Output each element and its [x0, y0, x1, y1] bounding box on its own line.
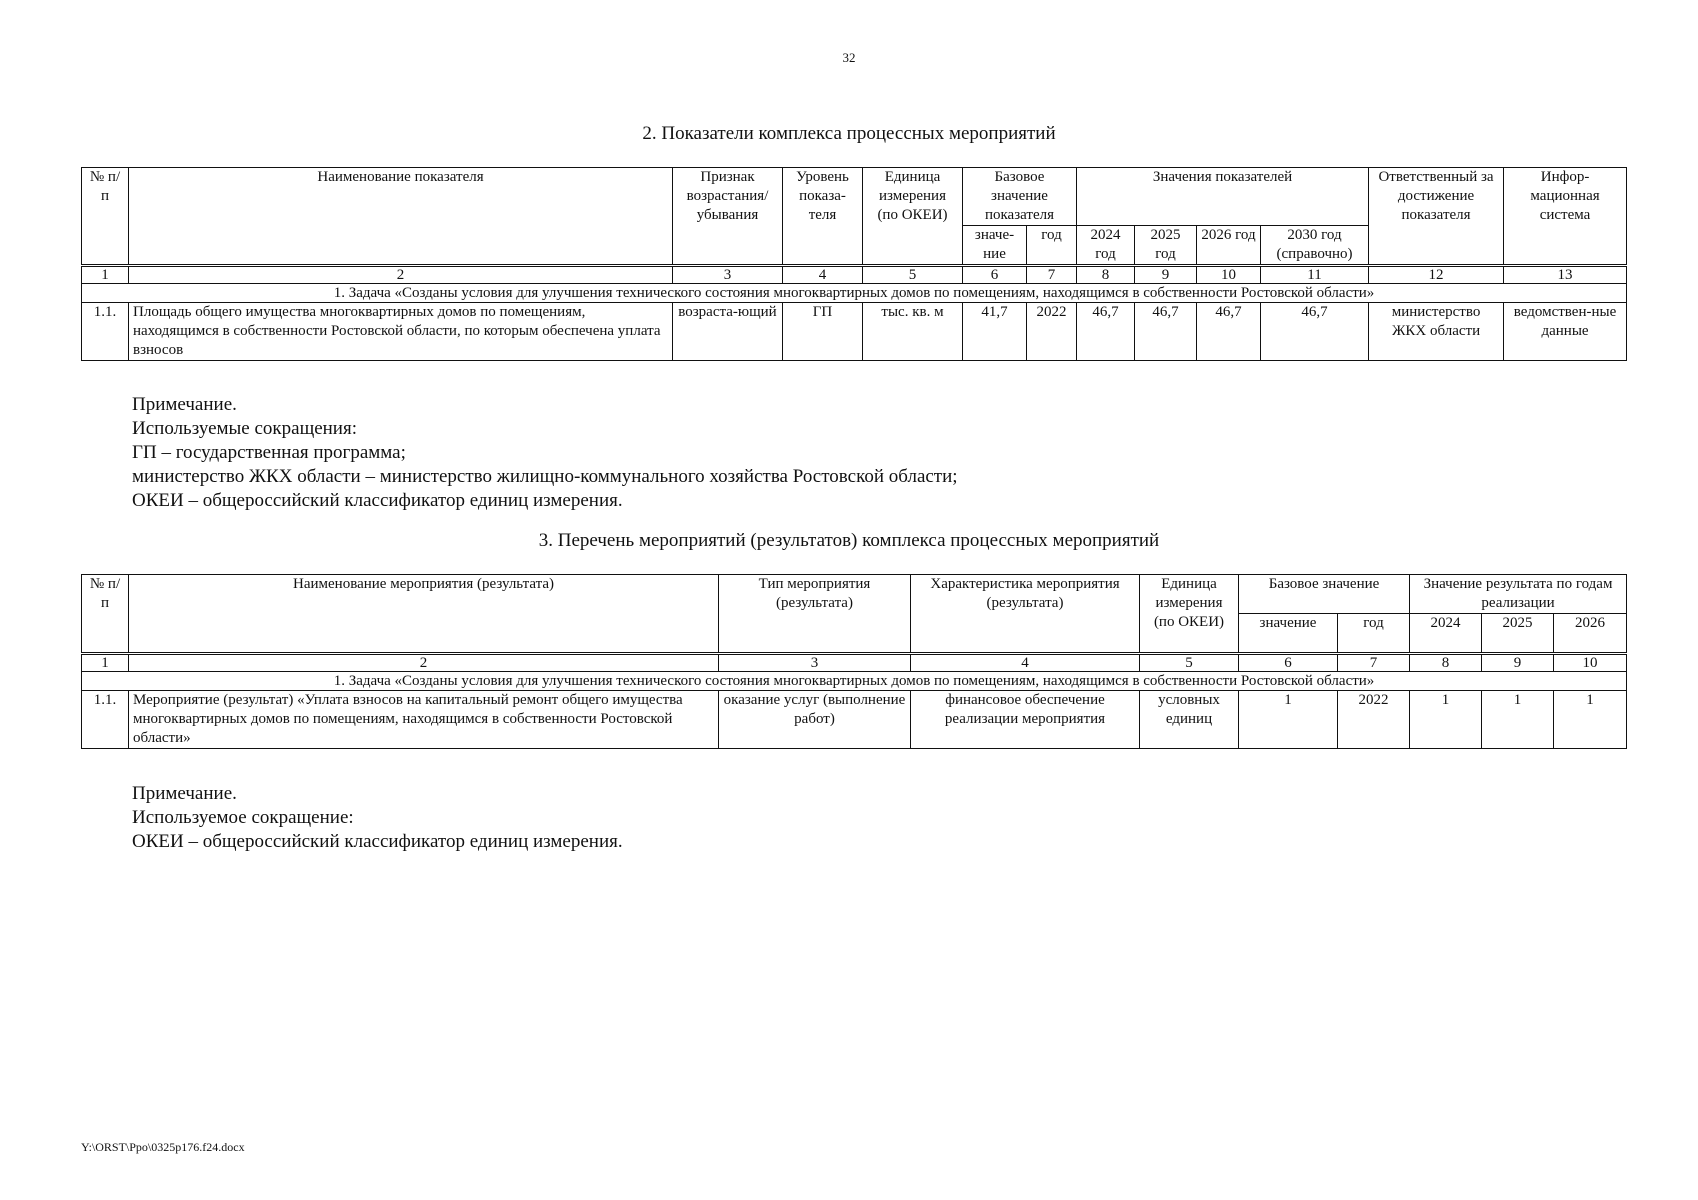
header-2024: 2024	[1410, 614, 1482, 654]
header-base-year: год	[1027, 226, 1077, 266]
row-num: 1.1.	[82, 691, 129, 749]
table-row	[82, 691, 1627, 749]
header-2025: 2025 год	[1135, 226, 1197, 266]
column-number-row	[82, 654, 1627, 672]
section-3-title: 3. Перечень мероприятий (результатов) комплекса процессных мероприятий	[538, 530, 1160, 551]
column-number: 9	[1482, 654, 1554, 672]
column-number: 6	[963, 266, 1027, 284]
column-number: 10	[1197, 266, 1261, 284]
value-2026-cell: 1	[1554, 691, 1627, 749]
header-type: Тип мероприятия (результата)	[719, 575, 911, 654]
column-number: 5	[863, 266, 963, 284]
base-year-cell: 2022	[1338, 691, 1410, 749]
section-2-title: 2. Показатели комплекса процессных мероприятий	[642, 123, 1056, 144]
value-2024-cell: 46,7	[1077, 303, 1135, 361]
header-base-value: значе-ние	[963, 226, 1027, 266]
header-base-year: год	[1338, 614, 1410, 654]
header-values: Значения показателей	[1077, 168, 1369, 226]
column-number: 8	[1410, 654, 1482, 672]
column-number: 5	[1140, 654, 1239, 672]
column-number: 2	[129, 266, 673, 284]
task-title: 1. Задача «Созданы условия для улучшения технического состояния многоквартирных домов по помещениям, находящимся в собственности Ростовской области»	[82, 284, 1627, 303]
header-num: № п/п	[82, 168, 129, 266]
header-name: Наименование мероприятия (результата)	[129, 575, 719, 654]
column-number: 11	[1261, 266, 1369, 284]
header-base: Базовое значение показателя	[963, 168, 1077, 226]
column-number: 10	[1554, 654, 1627, 672]
base-value-cell: 41,7	[963, 303, 1027, 361]
header-2024: 2024 год	[1077, 226, 1135, 266]
unit-cell: условных единиц	[1140, 691, 1239, 749]
header-num: № п/п	[82, 575, 129, 654]
header-characteristic: Характеристика мероприятия (результата)	[911, 575, 1140, 654]
header-info: Инфор-мационная система	[1504, 168, 1627, 266]
column-number: 7	[1027, 266, 1077, 284]
note-line: ОКЕИ – общероссийский классификатор единиц измерения.	[132, 490, 623, 511]
value-2026-cell: 46,7	[1197, 303, 1261, 361]
note-title: Примечание.	[132, 394, 237, 415]
column-number: 2	[129, 654, 719, 672]
header-base: Базовое значение	[1239, 575, 1410, 614]
task-row	[82, 284, 1627, 303]
base-year-cell: 2022	[1027, 303, 1077, 361]
header-level: Уровень показа-теля	[783, 168, 863, 266]
file-path-footer: Y:\ORST\Ppo\0325p176.f24.docx	[81, 1140, 245, 1154]
info-system-cell: ведомствен-ные данные	[1504, 303, 1627, 361]
header-trend: Признак возрастания/ убывания	[673, 168, 783, 266]
header-row	[82, 168, 1627, 226]
note-line: Используемые сокращения:	[132, 418, 357, 439]
characteristic-cell: финансовое обеспечение реализации мероприятия	[911, 691, 1140, 749]
header-2030: 2030 год (справочно)	[1261, 226, 1369, 266]
indicator-name: Площадь общего имущества многоквартирных домов по помещениям, находящимся в собственности Ростовской области, по которым обеспечена уплата взносов	[129, 303, 673, 361]
value-2030-cell: 46,7	[1261, 303, 1369, 361]
header-responsible: Ответственный за достижение показателя	[1369, 168, 1504, 266]
task-row	[82, 672, 1627, 691]
column-number: 6	[1239, 654, 1338, 672]
note-section-2	[132, 393, 958, 513]
note-line: ОКЕИ – общероссийский классификатор единиц измерения.	[132, 831, 623, 852]
column-number: 1	[82, 266, 129, 284]
header-2026: 2026	[1554, 614, 1627, 654]
column-number: 3	[719, 654, 911, 672]
header-row	[82, 575, 1627, 614]
column-number: 13	[1504, 266, 1627, 284]
type-cell: оказание услуг (выполнение работ)	[719, 691, 911, 749]
note-line: министерство ЖКХ области – министерство жилищно-коммунального хозяйства Ростовской области;	[132, 466, 958, 487]
activities-table	[81, 574, 1627, 749]
header-base-value: значение	[1239, 614, 1338, 654]
value-2024-cell: 1	[1410, 691, 1482, 749]
note-title: Примечание.	[132, 783, 237, 804]
indicators-table	[81, 167, 1627, 361]
column-number: 7	[1338, 654, 1410, 672]
column-number-row	[82, 266, 1627, 284]
header-2025: 2025	[1482, 614, 1554, 654]
column-number: 1	[82, 654, 129, 672]
column-number: 12	[1369, 266, 1504, 284]
note-line: Используемое сокращение:	[132, 807, 354, 828]
column-number: 4	[783, 266, 863, 284]
table-row	[82, 303, 1627, 361]
unit-cell: тыс. кв. м	[863, 303, 963, 361]
page-number: 32	[842, 50, 856, 65]
task-title: 1. Задача «Созданы условия для улучшения технического состояния многоквартирных домов по помещениям, находящимся в собственности Ростовской области»	[82, 672, 1627, 691]
trend-cell: возраста-ющий	[673, 303, 783, 361]
value-2025-cell: 1	[1482, 691, 1554, 749]
column-number: 9	[1135, 266, 1197, 284]
responsible-cell: министерство ЖКХ области	[1369, 303, 1504, 361]
column-number: 8	[1077, 266, 1135, 284]
value-2025-cell: 46,7	[1135, 303, 1197, 361]
activity-name: Мероприятие (результат) «Уплата взносов на капитальный ремонт общего имущества многоквартирных домов по помещениям, находящимся в собственности Ростовской области»	[129, 691, 719, 749]
row-num: 1.1.	[82, 303, 129, 361]
column-number: 4	[911, 654, 1140, 672]
base-value-cell: 1	[1239, 691, 1338, 749]
header-unit: Единица измерения (по ОКЕИ)	[863, 168, 963, 266]
header-2026: 2026 год	[1197, 226, 1261, 266]
header-unit: Единица измерения (по ОКЕИ)	[1140, 575, 1239, 654]
column-number: 3	[673, 266, 783, 284]
header-result: Значение результата по годам реализации	[1410, 575, 1627, 614]
note-line: ГП – государственная программа;	[132, 442, 406, 463]
header-name: Наименование показателя	[129, 168, 673, 266]
note-section-3	[132, 782, 623, 854]
level-cell: ГП	[783, 303, 863, 361]
